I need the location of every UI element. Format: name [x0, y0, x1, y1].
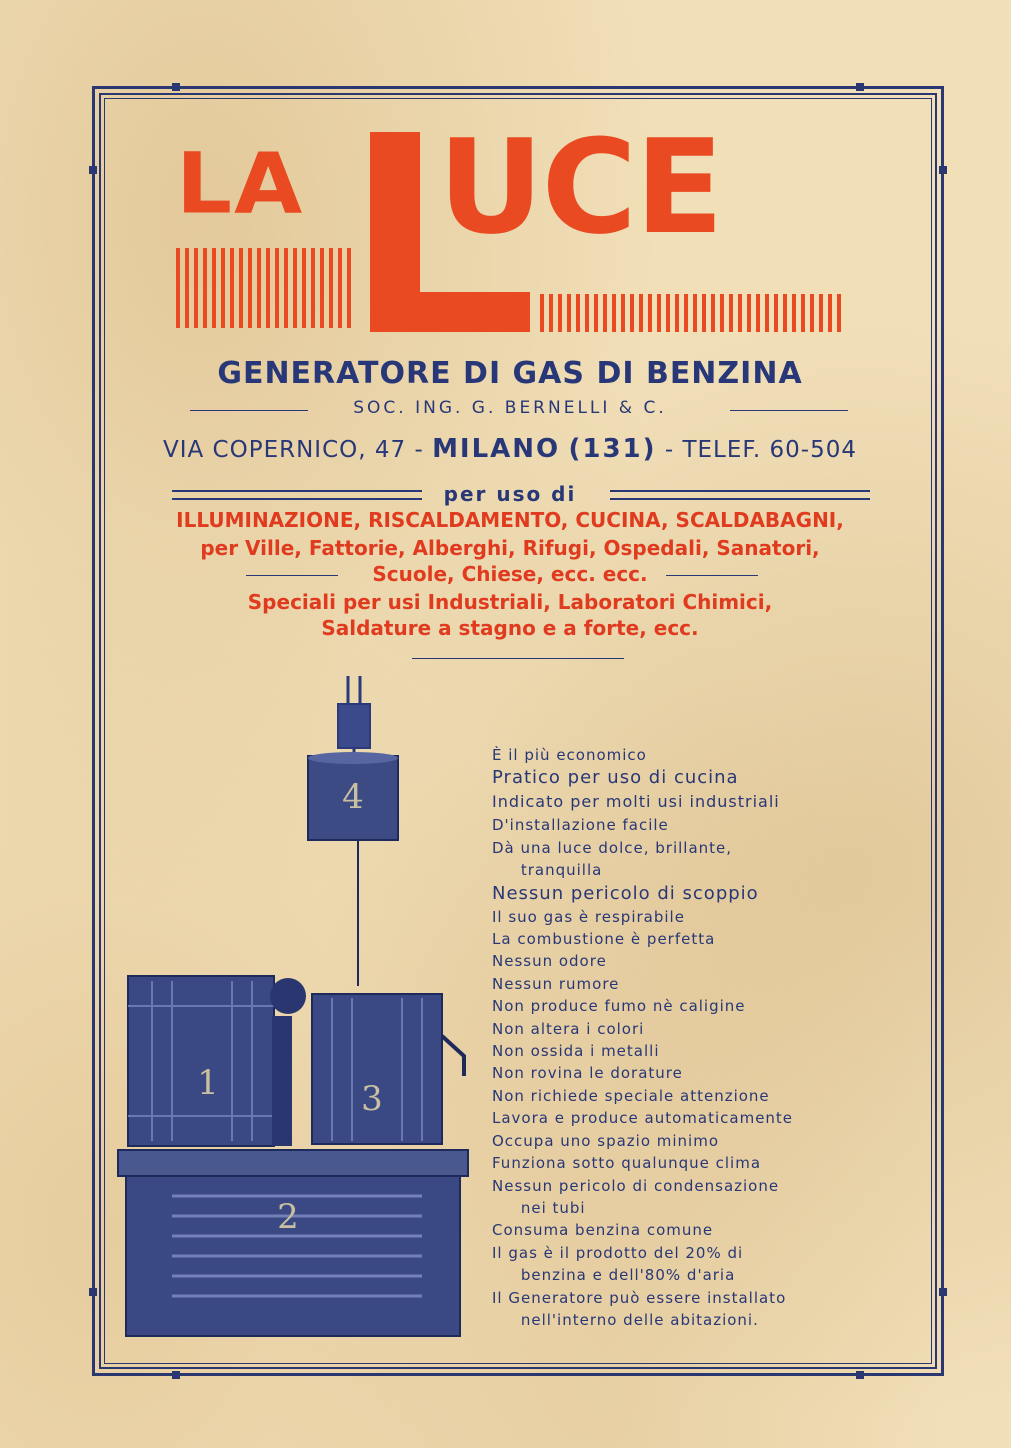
feature-item: La combustione è perfetta — [492, 930, 716, 949]
feature-item: Nessun pericolo di condensazione — [492, 1176, 780, 1195]
title-la: LA — [176, 134, 305, 233]
address — [100, 434, 920, 464]
feature-item: D'installazione facile — [492, 816, 669, 835]
company-name: SOC. ING. G. BERNELLI & C. — [353, 398, 667, 418]
label-2: 2 — [277, 1197, 299, 1237]
feature-item: Lavora e produce automaticamente — [492, 1109, 794, 1128]
feature-item: Dà una luce dolce, brillante, — [492, 838, 733, 857]
label-4: 4 — [342, 777, 364, 817]
feature-item: Il suo gas è respirabile — [492, 907, 685, 926]
feature-item: Nessun odore — [492, 952, 607, 971]
border-ornament — [939, 166, 947, 174]
title-hatch-right — [540, 294, 842, 332]
feature-item: È il più economico — [492, 746, 647, 764]
border-ornament — [89, 166, 97, 174]
feature-item: Occupa uno spazio minimo — [492, 1131, 720, 1150]
title-big-l-foot — [370, 292, 530, 332]
uses-heading: per uso di — [443, 482, 577, 506]
feature-item: Non produce fumo nè caligine — [492, 997, 746, 1016]
divider — [412, 658, 624, 659]
feature-item: benzina e dell'80% d'aria — [492, 1266, 736, 1285]
feature-item: Non richiede speciale attenzione — [492, 1086, 770, 1105]
uses-line-1: ILLUMINAZIONE, RISCALDAMENTO, CUCINA, SCALDABAGNI, — [176, 508, 844, 532]
address-phone: - TELEF. 60-504 — [664, 437, 858, 463]
feature-item: Il gas è il prodotto del 20% di — [492, 1243, 744, 1262]
title-uce: UCE — [438, 111, 722, 263]
title-hatch-left — [176, 248, 356, 328]
feature-item: tranquilla — [492, 861, 603, 880]
uses-line-4: Speciali per usi Industriali, Laboratori Chimici, — [247, 590, 773, 614]
border-ornament — [172, 1371, 180, 1379]
subtitle: GENERATORE DI GAS DI BENZINA — [217, 356, 803, 391]
divider-double — [610, 490, 870, 500]
address-city: MILANO — [432, 434, 561, 464]
address-city-code: (131) — [568, 434, 657, 464]
feature-item: Non altera i colori — [492, 1019, 645, 1038]
feature-item: Non ossida i metalli — [492, 1042, 660, 1061]
border-ornament — [89, 1288, 97, 1296]
divider — [666, 575, 758, 576]
feature-item: Il Generatore può essere installato — [492, 1288, 787, 1307]
feature-item: Nessun rumore — [492, 974, 620, 993]
label-1: 1 — [197, 1063, 219, 1103]
feature-item: nei tubi — [492, 1198, 586, 1217]
divider — [730, 410, 848, 411]
border-ornament — [856, 1371, 864, 1379]
label-3: 3 — [361, 1079, 383, 1119]
border-ornament — [856, 83, 864, 91]
address-street: VIA COPERNICO, 47 - — [162, 437, 424, 463]
uses-line-3: Scuole, Chiese, ecc. ecc. — [372, 562, 648, 586]
border-ornament — [939, 1288, 947, 1296]
generator-illustration — [112, 676, 482, 1346]
feature-item: nell'interno delle abitazioni. — [492, 1310, 759, 1329]
border-ornament — [172, 83, 180, 91]
feature-item: Pratico per uso di cucina — [492, 767, 739, 789]
features-list — [492, 744, 922, 1331]
uses-line-2: per Ville, Fattorie, Alberghi, Rifugi, Ospedali, Sanatori, — [200, 536, 820, 560]
feature-item: Indicato per molti usi industriali — [492, 792, 780, 812]
feature-item: Non rovina le dorature — [492, 1064, 683, 1083]
feature-item: Funziona sotto qualunque clima — [492, 1154, 762, 1173]
uses-line-5: Saldature a stagno e a forte, ecc. — [321, 616, 699, 640]
feature-item: Consuma benzina comune — [492, 1221, 714, 1240]
feature-item: Nessun pericolo di scoppio — [492, 882, 759, 904]
